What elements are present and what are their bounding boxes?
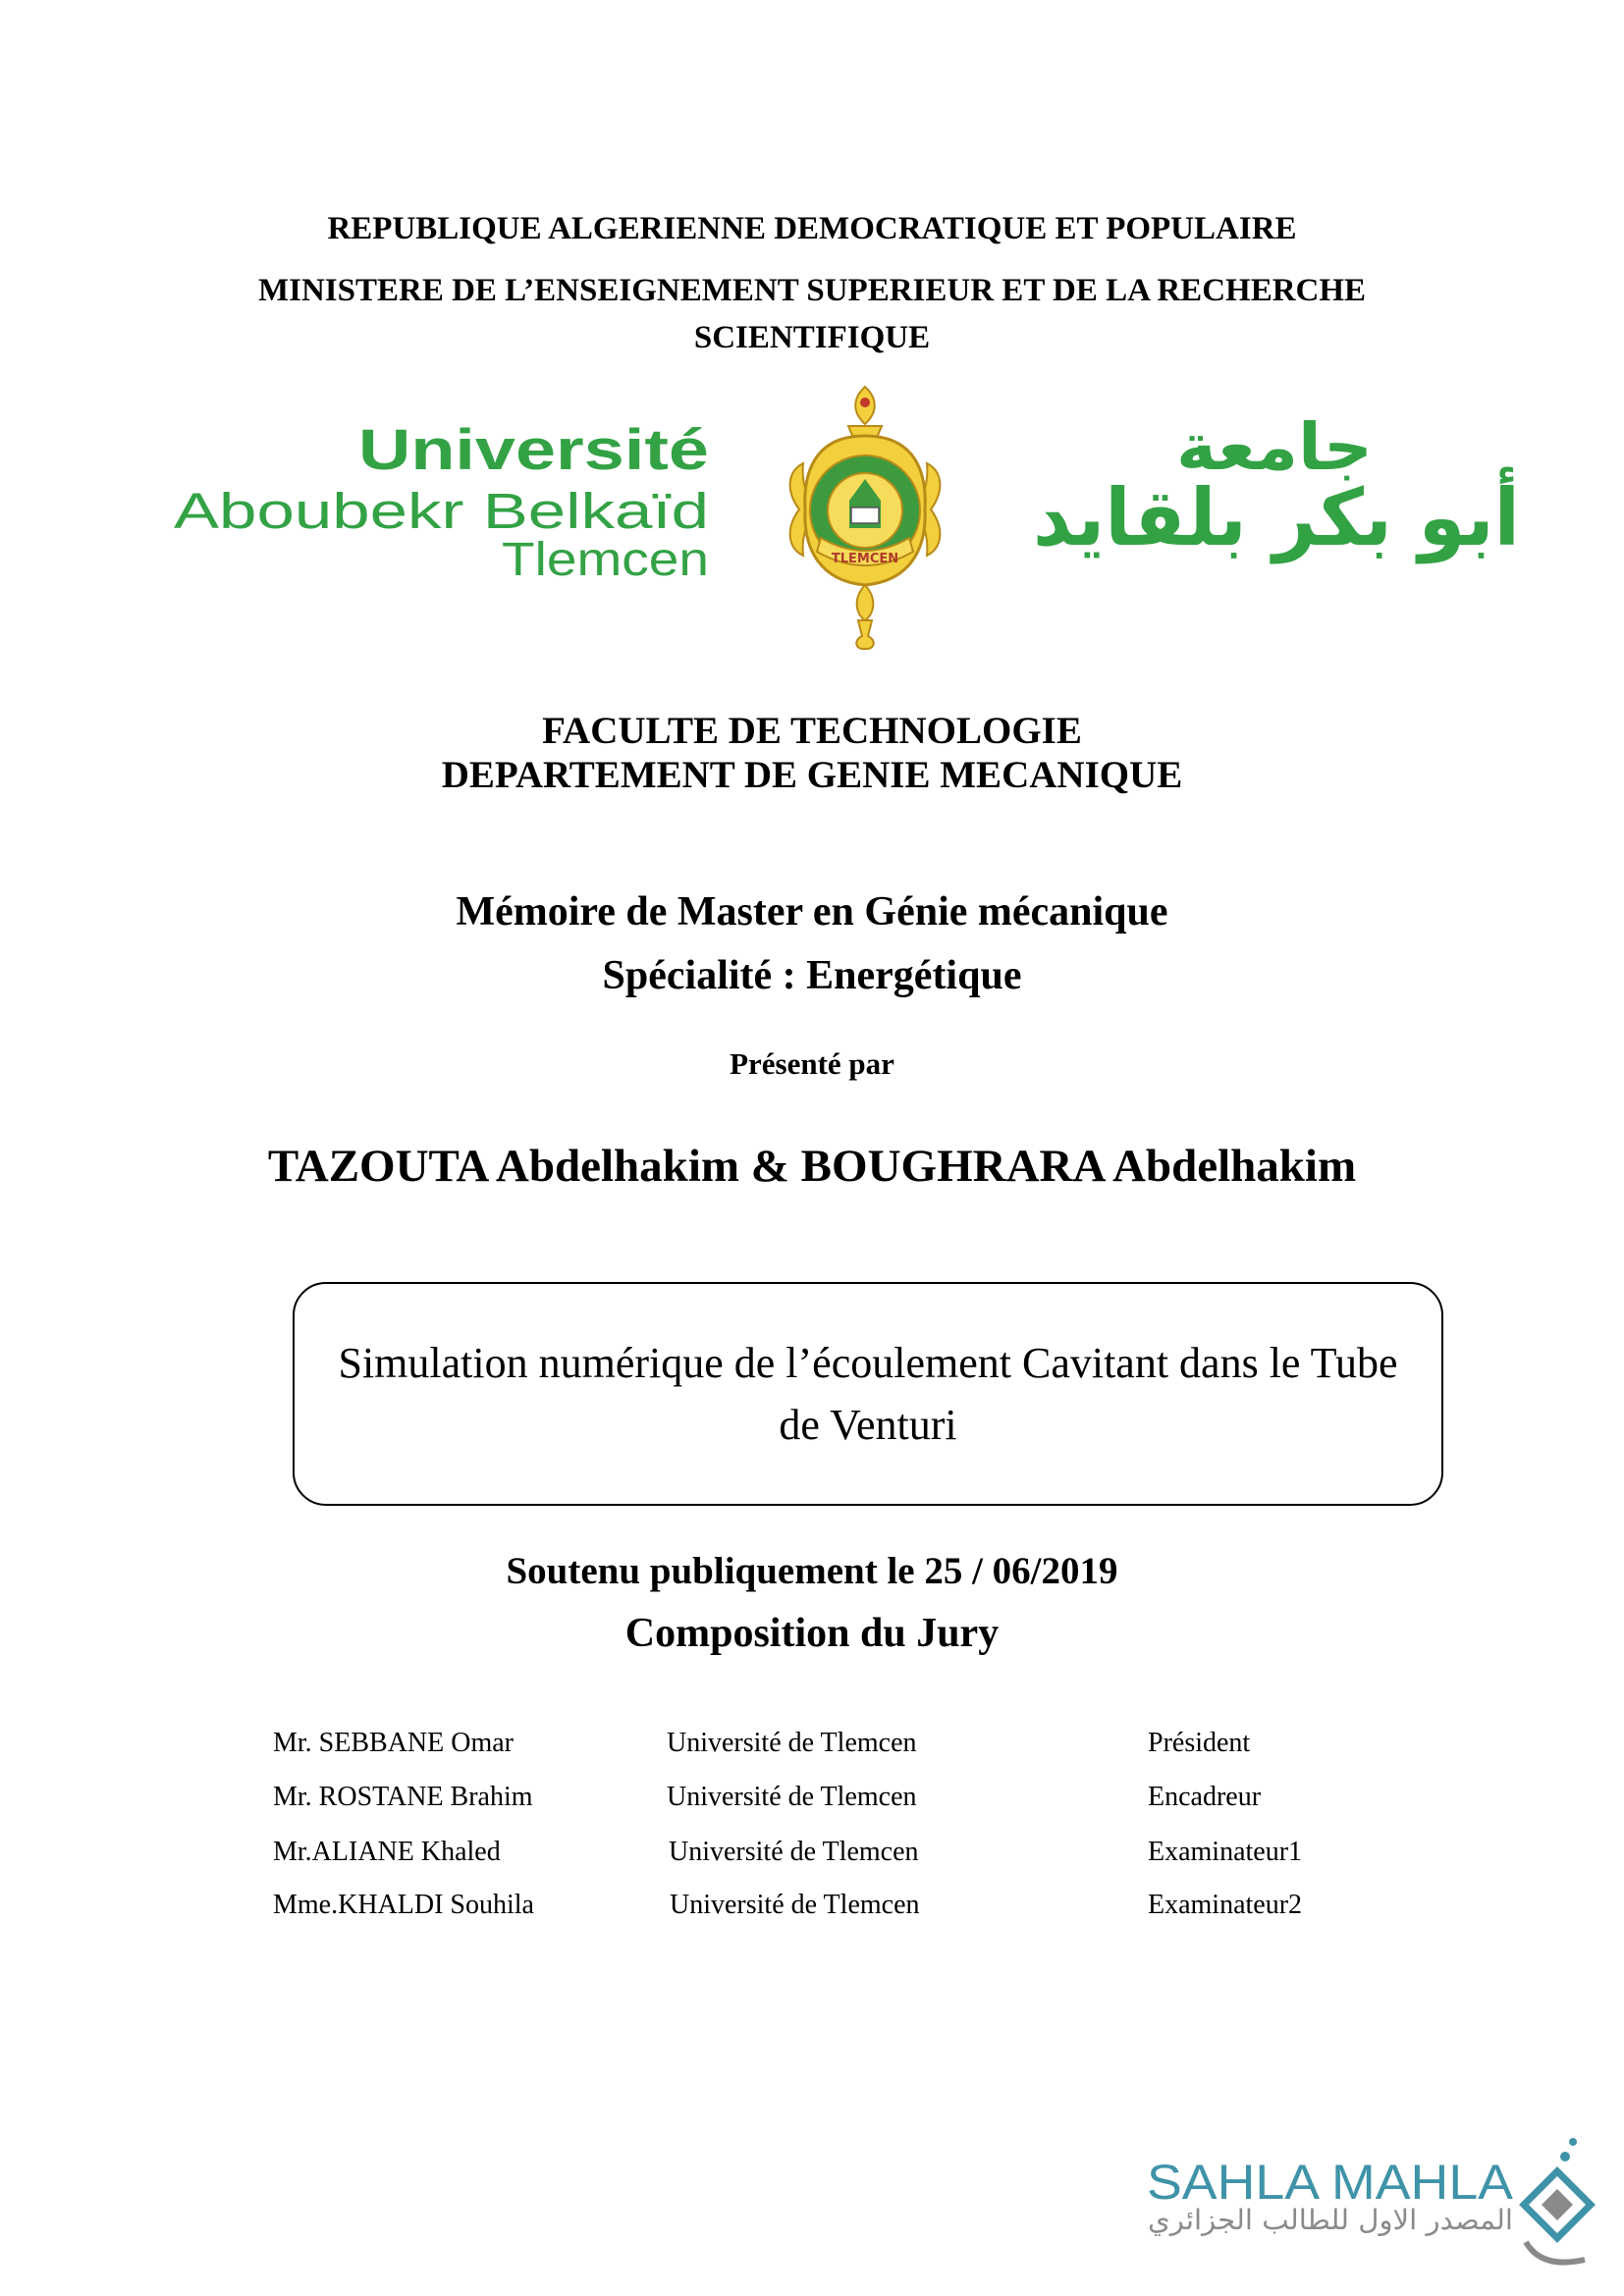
logo-university-city: Tlemcen xyxy=(502,534,709,586)
authors: TAZOUTA Abdelhakim & BOUGHRARA Abdelhakim xyxy=(267,1141,1357,1192)
jury-member-name: Mr. SEBBANE Omar xyxy=(273,1728,514,1758)
defense-date: Soutenu publiquement le 25 / 06/2019 xyxy=(506,1550,1118,1592)
specialty: Spécialité : Energétique xyxy=(602,953,1022,998)
logo-university-name: Aboubekr Belkaïd xyxy=(174,483,709,539)
logo-arabic-line1: جامعة xyxy=(1176,409,1373,485)
university-crest xyxy=(790,387,941,649)
ministry-heading: MINISTERE DE L’ENSEIGNEMENT SUPERIEUR ET DE LA RECHERCHE SCIENTIFIQUE xyxy=(257,273,1367,355)
logo-arabic-line2: أبو بكر بلقايد xyxy=(1033,472,1541,563)
jury-member-name: Mr. ROSTANE Brahim xyxy=(273,1782,533,1812)
jury-member-institution: Université de Tlemcen xyxy=(669,1837,919,1867)
watermark-emblem-icon xyxy=(1524,2138,1591,2263)
emblem-tail xyxy=(1526,2242,1585,2263)
crest-bottom-finial xyxy=(856,585,873,649)
jury-member-role: Président xyxy=(1148,1728,1251,1758)
jury-member-institution: Université de Tlemcen xyxy=(667,1728,917,1758)
logo-university-word: Université xyxy=(358,418,709,482)
jury-member-institution: Université de Tlemcen xyxy=(670,1890,920,1920)
crest-ribbon-text: TLEMCEN xyxy=(831,552,899,566)
emblem-dot xyxy=(1569,2138,1577,2146)
thesis-title-box xyxy=(293,1282,1443,1506)
jury-member-name: Mr.ALIANE Khaled xyxy=(273,1837,501,1867)
republic-heading: REPUBLIQUE ALGERIENNE DEMOCRATIQUE ET POPULAIRE xyxy=(327,211,1297,246)
jury-member-role: Encadreur xyxy=(1148,1782,1262,1812)
sahla-mahla-logo xyxy=(1129,2130,1600,2287)
emblem-inner-diamond xyxy=(1542,2189,1573,2220)
jury-member-role: Examinateur2 xyxy=(1148,1890,1303,1920)
presented-by-label: Présenté par xyxy=(730,1046,894,1081)
crest-top-dot xyxy=(860,398,870,407)
jury-member-role: Examinateur1 xyxy=(1148,1837,1303,1867)
thesis-title: Simulation numérique de l’écoulement Cavitant dans le Tube de Venturi xyxy=(338,1339,1398,1449)
jury-member-name: Mme.KHALDI Souhila xyxy=(273,1890,534,1920)
emblem-dot xyxy=(1560,2152,1570,2162)
university-logo xyxy=(0,373,1624,667)
department-name: DEPARTEMENT DE GENIE MECANIQUE xyxy=(441,754,1183,796)
crest-book xyxy=(851,507,879,523)
jury-heading: Composition du Jury xyxy=(624,1611,1000,1656)
degree-title: Mémoire de Master en Génie mécanique xyxy=(456,889,1168,934)
jury-member-institution: Université de Tlemcen xyxy=(667,1782,917,1812)
faculty-name: FACULTE DE TECHNOLOGIE xyxy=(542,710,1082,752)
watermark-tagline: المصدر الاول للطالب الجزائري xyxy=(1148,2204,1513,2236)
watermark-brand: SAHLA MAHLA xyxy=(1147,2155,1514,2210)
